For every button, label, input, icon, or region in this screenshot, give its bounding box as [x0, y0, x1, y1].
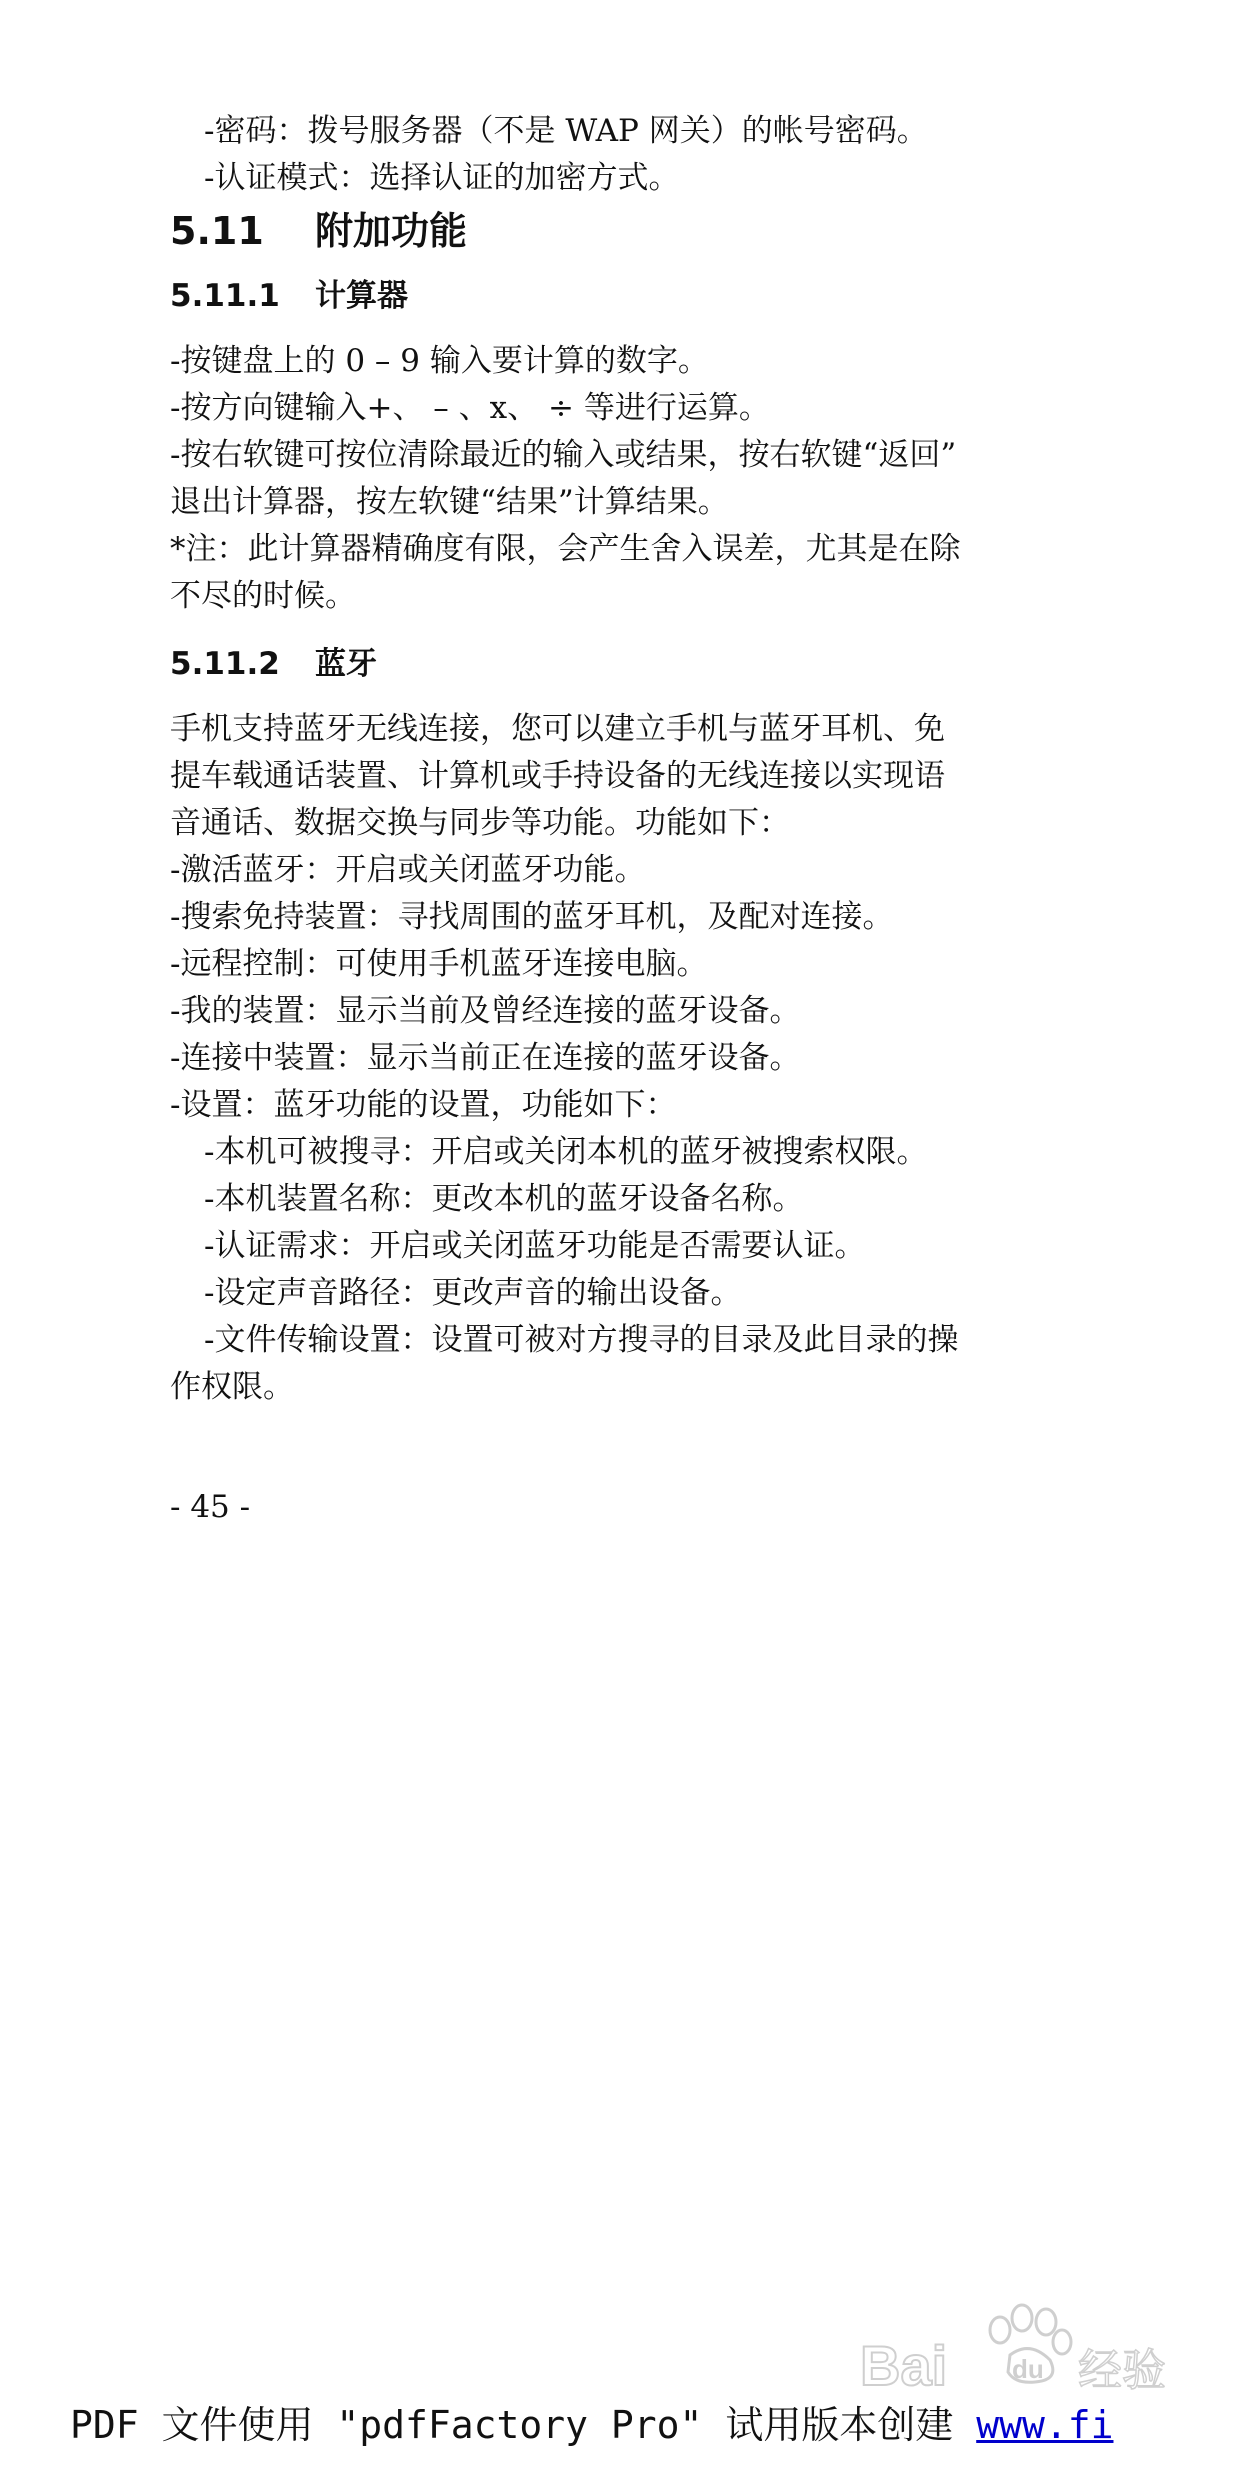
text-line: -按右软键可按位清除最近的输入或结果，按右软键“返回”	[170, 437, 957, 473]
text-line: -搜索免持装置：寻找周围的蓝牙耳机，及配对连接。	[170, 899, 894, 935]
text-line: 作权限。	[170, 1369, 294, 1405]
pdf-footer	[70, 2400, 1113, 2450]
subsection-number: 5.11.1	[170, 278, 280, 314]
subsection-heading-bluetooth	[170, 642, 1075, 686]
subsection-title: 蓝牙	[315, 646, 377, 682]
page-content	[170, 108, 1075, 1411]
subsection-heading-calculator	[170, 274, 1075, 318]
footer-text: PDF 文件使用 "pdfFactory Pro" 试用版本创建	[70, 2403, 977, 2447]
paw-icon	[850, 2300, 1180, 2410]
text-line: -连接中装置：显示当前正在连接的蓝牙设备。	[170, 1040, 801, 1076]
svg-text:Bai: Bai	[860, 2334, 948, 2397]
text-line: -按键盘上的 0 – 9 输入要计算的数字。	[170, 343, 709, 379]
text-line-auth-mode: -认证模式：选择认证的加密方式。	[204, 160, 680, 196]
section-title: 附加功能	[315, 209, 468, 253]
subsection-title: 计算器	[315, 278, 408, 314]
text-line-sub: -本机装置名称：更改本机的蓝牙设备名称。	[204, 1181, 804, 1217]
text-line-sub: -认证需求：开启或关闭蓝牙功能是否需要认证。	[204, 1228, 866, 1264]
subsection-number: 5.11.2	[170, 646, 280, 682]
text-line: -远程控制：可使用手机蓝牙连接电脑。	[170, 946, 708, 982]
svg-text:du: du	[1012, 2354, 1044, 2384]
baidu-watermark-logo	[850, 2300, 1180, 2410]
footer-link[interactable]: www.fi	[976, 2403, 1114, 2447]
text-line: -设置：蓝牙功能的设置，功能如下：	[170, 1087, 677, 1123]
page-number: - 45 -	[170, 1489, 251, 1525]
text-line: *注：此计算器精确度有限，会产生舍入误差，尤其是在除	[170, 531, 961, 567]
text-line: -激活蓝牙：开启或关闭蓝牙功能。	[170, 852, 646, 888]
text-line-sub: -文件传输设置：设置可被对方搜寻的目录及此目录的操	[204, 1322, 959, 1358]
text-line: 手机支持蓝牙无线连接，您可以建立手机与蓝牙耳机、免	[170, 711, 945, 747]
text-line-password: -密码：拨号服务器（不是 WAP 网关）的帐号密码。	[204, 113, 928, 149]
text-line: 退出计算器，按左软键“结果”计算结果。	[170, 484, 729, 520]
text-line: 不尽的时候。	[170, 578, 356, 614]
text-line-sub: -本机可被搜寻：开启或关闭本机的蓝牙被搜索权限。	[204, 1134, 928, 1170]
text-line: 提车载通话装置、计算机或手持设备的无线连接以实现语	[170, 758, 945, 794]
text-line: -我的装置：显示当前及曾经连接的蓝牙设备。	[170, 993, 801, 1029]
svg-text:经验: 经验	[1078, 2345, 1166, 2396]
text-line: 音通话、数据交换与同步等功能。功能如下：	[170, 805, 790, 841]
section-heading	[170, 206, 1075, 256]
section-number: 5.11	[170, 209, 264, 253]
text-line: -按方向键输入+、 – 、x、 ÷ 等进行运算。	[170, 390, 770, 426]
text-line-sub: -设定声音路径：更改声音的输出设备。	[204, 1275, 742, 1311]
